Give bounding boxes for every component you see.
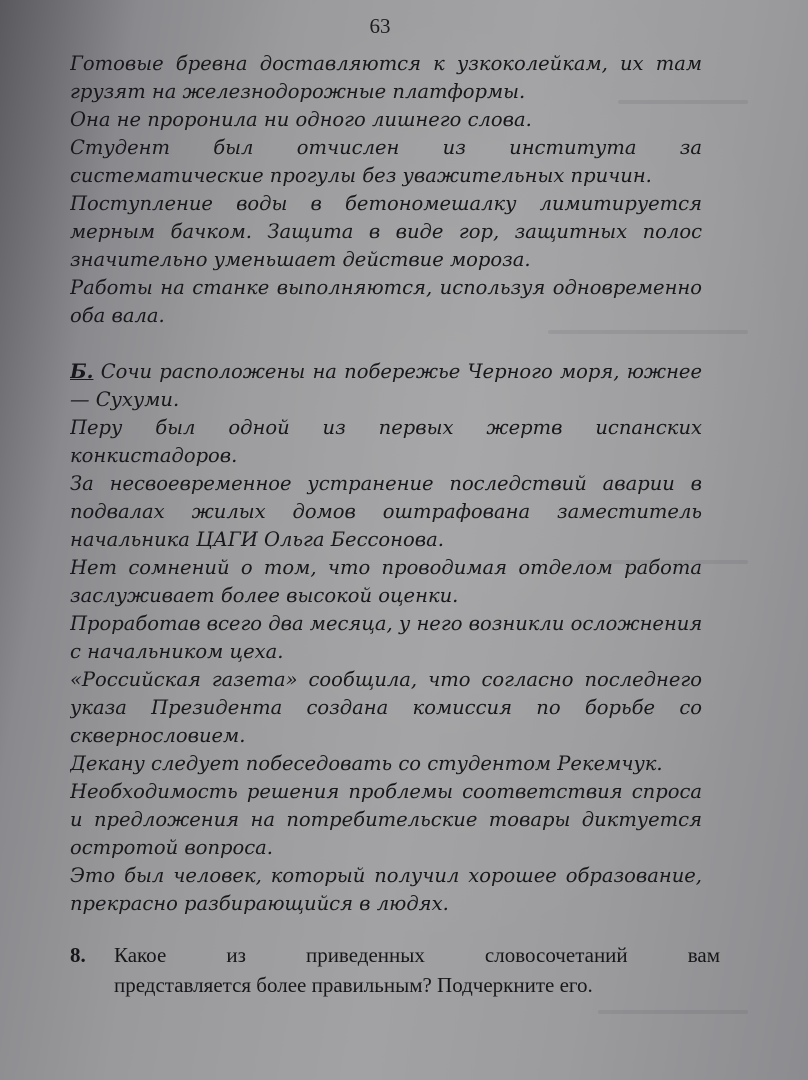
exercise-text <box>70 50 702 918</box>
section-b-label: Б. <box>70 360 94 383</box>
text-line: мерным бачком. Защита в виде гор, защитных полос <box>70 220 702 243</box>
text-line: с начальником цеха. <box>70 640 284 663</box>
text-line: Нет сомнений о том, что проводимая отделом работа <box>70 556 702 579</box>
text-line: и предложения на потребительские товары диктуется <box>70 808 702 831</box>
section-b-first-line <box>70 358 702 386</box>
text-line: значительно уменьшает действие мороза. <box>70 248 531 271</box>
text-line: заслуживает более высокой оценки. <box>70 584 459 607</box>
text-line: указа Президента создана комиссия по борьбе со <box>70 696 702 719</box>
text-line: Готовые бревна доставляются к узкоколейкам, их там <box>70 52 702 75</box>
text-line: конкистадоров. <box>70 444 238 467</box>
text-line: Работы на станке выполняются, используя одновременно <box>70 276 702 299</box>
text-line: «Российская газета» сообщила, что согласно последнего <box>70 668 702 691</box>
text-line: Перу был одной из первых жертв испанских <box>70 416 702 439</box>
question-8-first-line <box>70 940 720 970</box>
bleed-through-mark <box>598 1010 748 1014</box>
text-line: подвалах жилых домов оштрафована заместитель <box>70 500 702 523</box>
text-line: сквернословием. <box>70 724 246 747</box>
text-line: остротой вопроса. <box>70 836 273 859</box>
text-line: Она не проронила ни одного лишнего слова. <box>70 108 532 131</box>
text-line: Поступление воды в бетономешалку лимитируется <box>70 192 702 215</box>
question-text: представляется более правильным? Подчеркните его. <box>114 973 593 997</box>
text-line: прекрасно разбирающийся в людях. <box>70 892 449 915</box>
page-number: 63 <box>369 14 391 38</box>
section-gap <box>70 330 702 358</box>
question-number: 8. <box>70 943 86 967</box>
text-line: Необходимость решения проблемы соответствия спроса <box>70 780 702 803</box>
text-line: начальника ЦАГИ Ольга Бессонова. <box>70 528 444 551</box>
text-line: — Сухуми. <box>70 388 180 411</box>
text-line: За несвоевременное устранение последствий аварии в <box>70 472 702 495</box>
text-line: Студент был отчислен из института за <box>70 136 702 159</box>
text-line: оба вала. <box>70 304 165 327</box>
text-line: Это был человек, который получил хорошее образование, <box>70 864 702 887</box>
question-text: Какое из приведенных словосочетаний вам <box>114 943 720 967</box>
text-line: систематические прогулы без уважительных причин. <box>70 164 652 187</box>
question-8 <box>70 940 720 1000</box>
text-line: грузят на железнодорожные платформы. <box>70 80 526 103</box>
text-line: Проработав всего два месяца, у него возникли осложнения <box>70 612 702 635</box>
text-line: Сочи расположены на побережье Черного моря, южнее <box>93 360 702 383</box>
text-line: Декану следует побеседовать со студентом Рекемчук. <box>70 752 663 775</box>
